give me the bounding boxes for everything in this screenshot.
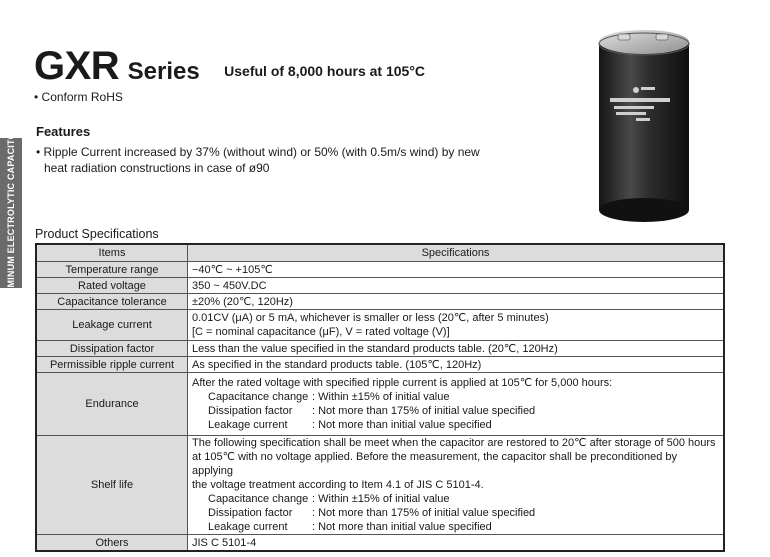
- spec-sub-line: [192, 520, 719, 534]
- table-row: [36, 535, 724, 552]
- sub-value: : Within ±15% of initial value: [312, 493, 450, 505]
- spec-sub-line: [192, 418, 719, 432]
- series-code: GXR: [34, 44, 120, 88]
- table-row: [36, 294, 724, 310]
- spec-sub-line: [192, 506, 719, 520]
- sub-value: : Not more than initial value specified: [312, 419, 492, 431]
- specifications-table: [35, 243, 725, 552]
- specifications-column-header: Specifications: [188, 244, 725, 262]
- spec-line: The following specification shall be meet when the capacitor are restored to 20℃ after storage of 500 hours: [192, 437, 716, 449]
- row-item: Endurance: [36, 373, 188, 436]
- row-spec: Less than the value specified in the standard products table. (20℃, 120Hz): [188, 341, 725, 357]
- sub-key: Leakage current: [208, 521, 288, 533]
- table-row: [36, 278, 724, 294]
- row-spec: [188, 310, 725, 341]
- table-row: [36, 262, 724, 278]
- product-specifications-heading: Product Specifications: [35, 227, 159, 241]
- sub-value: : Not more than 175% of initial value specified: [312, 405, 536, 417]
- row-item: Capacitance tolerance: [36, 294, 188, 310]
- features-list: [36, 144, 536, 176]
- table-header-row: [36, 244, 724, 262]
- rohs-note: • Conform RoHS: [34, 90, 123, 104]
- features-heading: Features: [36, 124, 91, 139]
- table-row: [36, 310, 724, 341]
- row-spec: −40℃ ~ +105℃: [188, 262, 725, 278]
- spec-line: After the rated voltage with specified ripple current is applied at 105℃ for 5,000 hours:: [192, 377, 613, 389]
- row-spec: As specified in the standard products table. (105℃, 120Hz): [188, 357, 725, 373]
- sub-value: : Within ±15% of initial value: [312, 391, 450, 403]
- side-category-label: ALUMINUM ELECTROLYTIC CAPACITORS: [6, 119, 16, 307]
- row-item: Temperature range: [36, 262, 188, 278]
- sub-value: : Not more than 175% of initial value specified: [312, 507, 536, 519]
- row-item: Dissipation factor: [36, 341, 188, 357]
- capacitor-product-image: [596, 28, 692, 224]
- row-item: Permissible ripple current: [36, 357, 188, 373]
- row-spec: JIS C 5101-4: [188, 535, 725, 552]
- side-category-tab: [0, 119, 22, 307]
- sub-key: Capacitance change: [208, 391, 309, 403]
- table-row: [36, 373, 724, 436]
- row-spec: [188, 436, 725, 535]
- table-row: [36, 436, 724, 535]
- spec-line: the voltage treatment according to Item 4.1 of JIS C 5101-4.: [192, 479, 484, 491]
- sub-key: Dissipation factor: [208, 405, 293, 417]
- row-spec: ±20% (20℃, 120Hz): [188, 294, 725, 310]
- row-item: Rated voltage: [36, 278, 188, 294]
- row-item: Others: [36, 535, 188, 552]
- table-row: [36, 341, 724, 357]
- spec-sub-line: [192, 404, 719, 418]
- spec-sub-line: [192, 492, 719, 506]
- title-row: [34, 44, 425, 89]
- spec-line: [C = nominal capacitance (μF), V = rated voltage (V)]: [192, 326, 450, 338]
- feature-line: heat radiation constructions in case of ø90: [44, 161, 270, 175]
- sub-key: Capacitance change: [208, 493, 309, 505]
- row-item: Leakage current: [36, 310, 188, 341]
- spec-line: 0.01CV (μA) or 5 mA, whichever is smaller or less (20℃, after 5 minutes): [192, 312, 549, 324]
- series-word: Series: [127, 58, 200, 85]
- spec-line: at 105℃ with no voltage applied. Before the measurement, the capacitor shall be preconditioned by applying: [192, 451, 678, 477]
- sub-key: Leakage current: [208, 419, 288, 431]
- sub-value: : Not more than initial value specified: [312, 521, 492, 533]
- row-item: Shelf life: [36, 436, 188, 535]
- table-row: [36, 357, 724, 373]
- series-subtitle: Useful of 8,000 hours at 105°C: [224, 63, 426, 79]
- sub-key: Dissipation factor: [208, 507, 293, 519]
- items-column-header: Items: [36, 244, 188, 262]
- row-spec: [188, 373, 725, 436]
- spec-sub-line: [192, 390, 719, 404]
- row-spec: 350 ~ 450V.DC: [188, 278, 725, 294]
- feature-line: • Ripple Current increased by 37% (without wind) or 50% (with 0.5m/s wind) by new: [36, 145, 480, 159]
